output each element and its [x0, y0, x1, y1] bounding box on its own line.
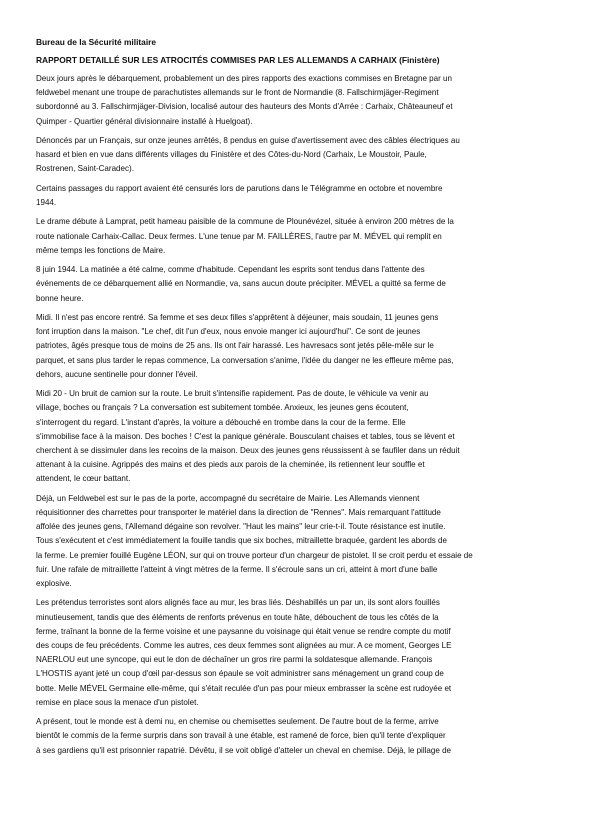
- text-line: à ses gardiens qu'il est prisonnier rapatrié. Dévêtu, il se voit obligé d'atteler un cheval en chemise. Déjà, le pillage de: [36, 745, 452, 755]
- text-line: Dénoncés par un Français, sur onze jeunes arrêtés, 8 pendus en guise d'avertissement avec des câbles électriques au: [36, 136, 460, 145]
- text-line: route nationale Carhaix-Callac. Deux fermes. L'une tenue par M. FAILLÈRES, l'autre par M. MÉVEL qui remplit en: [36, 231, 442, 241]
- report-title: RAPPORT DETAILLÉ SUR LES ATROCITÉS COMMISES PAR LES ALLEMANDS A CARHAIX (Finistère): [36, 55, 440, 65]
- text-line: des coups de feu précédents. Comme les autres, ces deux femmes sont alignées au mur. A ce moment, Georges LE: [36, 641, 452, 651]
- text-line: Tous s'exécutent et c'est immédiatement la fouille tandis que six boches, mitraillette braquée, gardent les abords de: [36, 536, 448, 546]
- text-line: Les prétendus terroristes sont alors alignés face au mur, les bras liés. Déshabillés un par un, ils sont alors fouillés: [36, 598, 440, 608]
- text-line: A présent, tout le monde est à demi nu, en chemise ou chemisettes seulement. De l'autre bout de la ferme, arrive: [36, 717, 439, 727]
- text-line: Quimper - Quartier général divisionnaire installé à Huelgoat).: [36, 116, 253, 126]
- issuing-office: Bureau de la Sécurité militaire: [36, 37, 157, 47]
- text-line: Rostrenen, Saint-Caradec).: [36, 164, 134, 174]
- text-line: font irruption dans la maison. "Le chef, dit l'un d'eux, nous envoie manger ici aujourd'hui". Ce sont de jeunes: [36, 327, 421, 337]
- text-line: subordonné au 3. Fallschirmjäger-Division, localisé autour des hauteurs des Monts d'Arrée : Carhaix, Châteauneuf et: [36, 102, 453, 112]
- text-line: même temps les fonctions de Maire.: [36, 245, 166, 255]
- paragraph: [36, 134, 558, 177]
- text-line: 8 juin 1944. La matinée a été calme, comme d'habitude. Cependant les esprits sont tendus dans l'attente des: [36, 265, 425, 275]
- paragraph: [36, 182, 558, 210]
- text-line: bonne heure.: [36, 293, 84, 303]
- text-line: attenant à la cuisine. Agrippés des mains et des pieds aux parois de la cheminée, ils retiennent leur souffle et: [36, 460, 425, 470]
- text-line: botte. Melle MÉVEL Germaine elle-même, qui s'était reculée d'un pas pour mieux embrasser la scène est rudoyée et: [36, 683, 452, 693]
- paragraph: [36, 72, 558, 129]
- paragraph: [36, 596, 558, 710]
- text-line: Midi 20 - Un bruit de camion sur la route. Le bruit s'intensifie rapidement. Pas de doute, le véhicule va venir au: [36, 389, 429, 399]
- text-line: s'interrogent du regard. L'instant d'après, la voiture a débouché en trombe dans la cour de la ferme. Elle: [36, 417, 406, 427]
- paragraph: [36, 715, 558, 758]
- text-line: bientôt le commis de la ferme surpris dans son travail à une étable, est ramené de force, bien qu'il tente d'expliquer: [36, 731, 446, 741]
- paragraph: [36, 492, 558, 591]
- text-line: affolée des jeunes gens, l'Allemand dégaine son revolver. "Haut les mains" leur crie-t-il. Toute résistance est inutile.: [36, 522, 446, 532]
- text-line: patriotes, âgés presque tous de moins de 25 ans. Ils ont l'air harassé. Les havresacs sont jetés pêle-mêle sur le: [36, 341, 434, 351]
- text-line: réquisitionner des charrettes pour transporter le matériel dans la direction de "Rennes". Mais remarquant l'attitude: [36, 508, 441, 517]
- text-line: la ferme. Le premier fouillé Eugène LÉON, sur qui on trouve porteur d'un chargeur de pistolet. Il se croit perdu et essaie de: [36, 550, 473, 560]
- text-line: Le drame débute à Lamprat, petit hameau paisible de la commune de Plounévézel, située à environ 200 mètres de la: [36, 217, 454, 227]
- text-line: 1944.: [36, 198, 57, 207]
- text-line: dehors, aucune sentinelle pour donner l'éveil.: [36, 369, 198, 379]
- text-line: événements de ce débarquement allié en Normandie, va, sans aucun doute précipiter. MÉVEL a quitté sa ferme de: [36, 279, 446, 289]
- text-line: feldwebel menant une troupe de parachutistes allemands sur le front de Normandie (8. Fallschirmjäger-Regiment: [36, 88, 439, 98]
- paragraph: [36, 387, 558, 486]
- text-line: hasard et bien en vue dans différents villages du Finistère et des Côtes-du-Nord (Carhaix, Le Moustoir, Paule,: [36, 150, 427, 160]
- text-line: explosive.: [36, 579, 72, 589]
- text-line: Déjà, un Feldwebel est sur le pas de la porte, accompagné du secrétaire de Mairie. Les Allemands viennent: [36, 493, 420, 503]
- text-line: remise en place sous la menace d'un pistolet.: [36, 697, 199, 707]
- text-line: Deux jours après le débarquement, probablement un des pires rapports des exactions commises en Bretagne par un: [36, 74, 452, 83]
- text-line: minutieusement, tandis que des éléments de renforts prévenus en toute hâte, débouchent de tous les côtés de la: [36, 612, 439, 622]
- paragraph: [36, 215, 558, 258]
- paragraph: [36, 311, 558, 382]
- text-line: NAERLOU eut une syncope, qui eut le don de déchaîner un gros rire parmi la soldatesque allemande. François: [36, 655, 433, 665]
- text-line: village, boches ou français ? La conversation est subitement tombée. Anxieux, les jeunes gens écoutent,: [36, 403, 409, 413]
- paragraph: [36, 263, 558, 306]
- text-line: Midi. Il n'est pas encore rentré. Sa femme et ses deux filles s'apprêtent à déjeuner, mais soudain, 11 jeunes gens: [36, 312, 439, 322]
- report-page: [36, 37, 558, 763]
- text-line: fuir. Une rafale de mitraillette l'atteint à vingt mètres de la ferme. Il s'écroule sans un cri, atteint à mort d'une balle: [36, 564, 438, 574]
- text-line: attendent, le cœur battant.: [36, 474, 131, 484]
- text-line: s'immobilise face à la maison. Des boches ! C'est la panique générale. Bousculant chaises et tables, tous se lèvent et: [36, 431, 455, 441]
- text-line: ferme, traînant la bonne de la ferme voisine et une paysanne du voisinage qui était venue se rendre compte du motif: [36, 626, 451, 636]
- text-line: parquet, et sans plus tarder le repas commence, La conversation s'anime, l'idée du danger ne les effleure même pas,: [36, 355, 454, 365]
- text-line: Certains passages du rapport avaient été censurés lors de parutions dans le Télégramme en octobre et novembre: [36, 183, 443, 193]
- text-line: cherchent à se dissimuler dans les recoins de la maison. Deux des jeunes gens réussissent à se faufiler dans un réduit: [36, 446, 460, 455]
- text-line: L'HOSTIS ayant jeté un coup d'œil par-dessus son épaule se voit administrer sans ménagement un grand coup de: [36, 669, 444, 679]
- report-body: [36, 72, 558, 758]
